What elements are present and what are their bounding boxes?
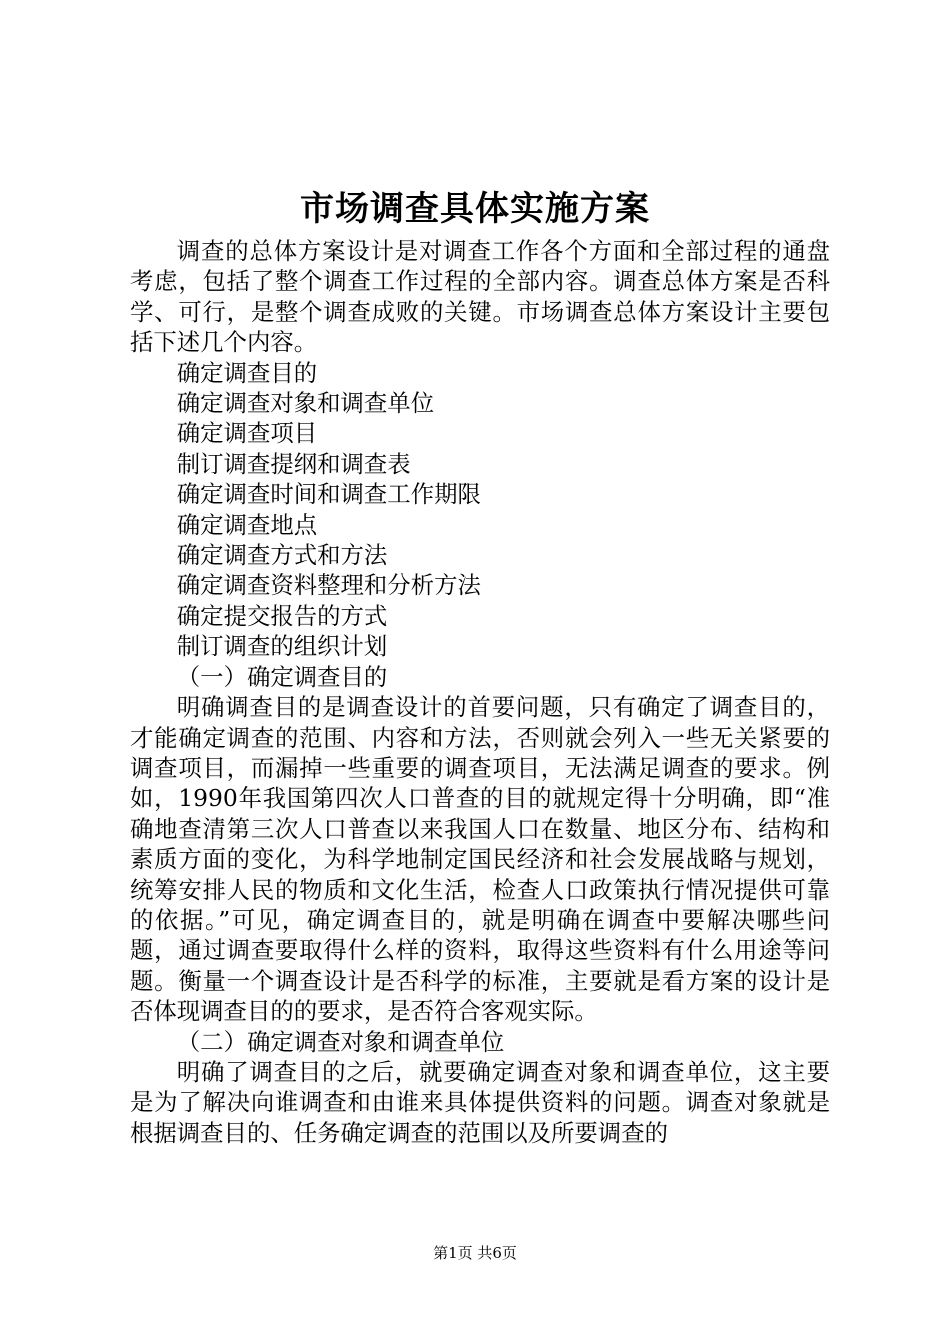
list-item: 确定调查时间和调查工作期限 — [176, 480, 481, 509]
section-heading: （一）确定调查目的 — [176, 662, 388, 691]
intro-paragraph: 调查的总体方案设计是对调查工作各个方面和全部过程的通盘考虑，包括了整个调查工作过程的全部内容。调查总体方案是否科学、可行，是整个调查成败的关键。市场调查总体方案设计主要包括下述几个内容。 — [130, 237, 830, 357]
list-item: 制订调查提纲和调查表 — [176, 449, 411, 478]
section-paragraph: 明确调查目的是调查设计的首要问题，只有确定了调查目的，才能确定调查的范围、内容和方法，否则就会列入一些无关紧要的调查项目，而漏掉一些重要的调查项目，无法满足调查的要求。例如，1990年我国第四次人口普查的目的就规定得十分明确，即“准确地查清第三次人口普查以来我国人口在数量、地区分布、结构和素质方面的变化，为科学地制定国民经济和社会发展战略与规划，统筹安排人民的物质和文化生活，检查人口政策执行情况提供可靠的依据。”可见，确定调查目的，就是明确在调查中要解决哪些问题，通过调查要取得什么样的资料，取得这些资料有什么用途等问题。衡量一个调查设计是否科学的标准，主要就是看方案的设计是否体现调查目的的要求，是否符合客观实际。 — [130, 693, 830, 1026]
page-number-footer: 第1页 共6页 — [433, 1244, 517, 1262]
list-item: 确定调查方式和方法 — [176, 541, 388, 570]
document-title: 市场调查具体实施方案 — [300, 189, 650, 229]
list-item: 确定调查项目 — [176, 419, 318, 448]
list-item: 确定调查地点 — [176, 510, 318, 539]
document-body — [130, 236, 830, 1148]
list-item: 制订调查的组织计划 — [176, 632, 388, 661]
list-item: 确定调查对象和调查单位 — [176, 389, 435, 418]
list-item: 确定调查资料整理和分析方法 — [176, 571, 481, 600]
section-paragraph: 明确了调查目的之后，就要确定调查对象和调查单位，这主要是为了解决向谁调查和由谁来具体提供资料的问题。调查对象就是根据调查目的、任务确定调查的范围以及所要调查的 — [130, 1057, 830, 1147]
section-heading: （二）确定调查对象和调查单位 — [176, 1027, 505, 1056]
list-item: 确定调查目的 — [176, 358, 318, 387]
list-item: 确定提交报告的方式 — [176, 601, 388, 630]
